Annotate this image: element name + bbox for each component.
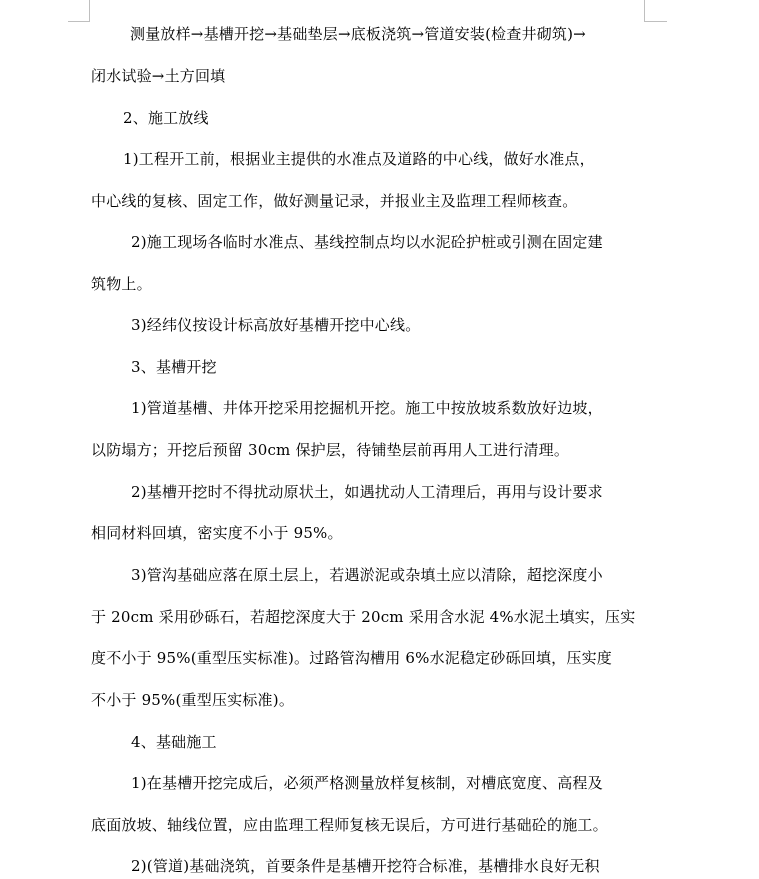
text-line-7: 筑物上。 xyxy=(91,275,152,293)
text-line-1: 测量放样→基槽开挖→基础垫层→底板浇筑→管道安装(检查井砌筑)→ xyxy=(130,25,586,43)
text-line-13: 相同材料回填，密实度不小于 95%。 xyxy=(91,524,343,542)
crop-mark-top-right-horizontal xyxy=(645,21,667,22)
text-line-19: 1)在基槽开挖完成后，必须严格测量放样复核制，对槽底宽度、高程及 xyxy=(131,774,603,792)
text-line-17: 不小于 95%(重型压实标准)。 xyxy=(91,691,295,709)
text-line-20: 底面放坡、轴线位置，应由监理工程师复核无误后，方可进行基础砼的施工。 xyxy=(91,816,608,834)
text-line-16: 度不小于 95%(重型压实标准)。过路管沟槽用 6%水泥稳定砂砾回填，压实度 xyxy=(91,649,612,667)
text-line-2: 闭水试验→土方回填 xyxy=(91,67,226,85)
text-line-10: 1)管道基槽、井体开挖采用挖掘机开挖。施工中按放坡系数放好边坡， xyxy=(131,399,603,417)
text-line-11: 以防塌方；开挖后预留 30cm 保护层，待铺垫层前再用人工进行清理。 xyxy=(91,441,570,459)
crop-mark-top-right-vertical xyxy=(644,0,645,22)
text-line-6: 2)施工现场各临时水准点、基线控制点均以水泥砼护桩或引测在固定建 xyxy=(131,233,603,251)
text-line-14: 3)管沟基础应落在原土层上，若遇淤泥或杂填土应以清除，超挖深度小 xyxy=(131,566,603,584)
text-line-12: 2)基槽开挖时不得扰动原状土，如遇扰动人工清理后，再用与设计要求 xyxy=(131,483,603,501)
section-heading-3: 3、基槽开挖 xyxy=(131,358,217,376)
text-line-8: 3)经纬仪按设计标高放好基槽开挖中心线。 xyxy=(131,316,421,334)
section-heading-2: 2、施工放线 xyxy=(123,109,209,127)
text-line-5: 中心线的复核、固定工作，做好测量记录，并报业主及监理工程师核查。 xyxy=(91,192,578,210)
text-line-4: 1)工程开工前，根据业主提供的水准点及道路的中心线，做好水准点， xyxy=(123,150,595,168)
crop-mark-top-left-horizontal xyxy=(68,21,89,22)
text-line-15: 于 20cm 采用砂砾石，若超挖深度大于 20cm 采用含水泥 4%水泥土填实，压实 xyxy=(91,608,636,626)
section-heading-4: 4、基础施工 xyxy=(131,733,217,751)
crop-mark-top-left-vertical xyxy=(89,0,90,22)
text-line-21: 2)(管道)基础浇筑，首要条件是基槽开挖符合标准，基槽排水良好无积 xyxy=(131,857,600,875)
